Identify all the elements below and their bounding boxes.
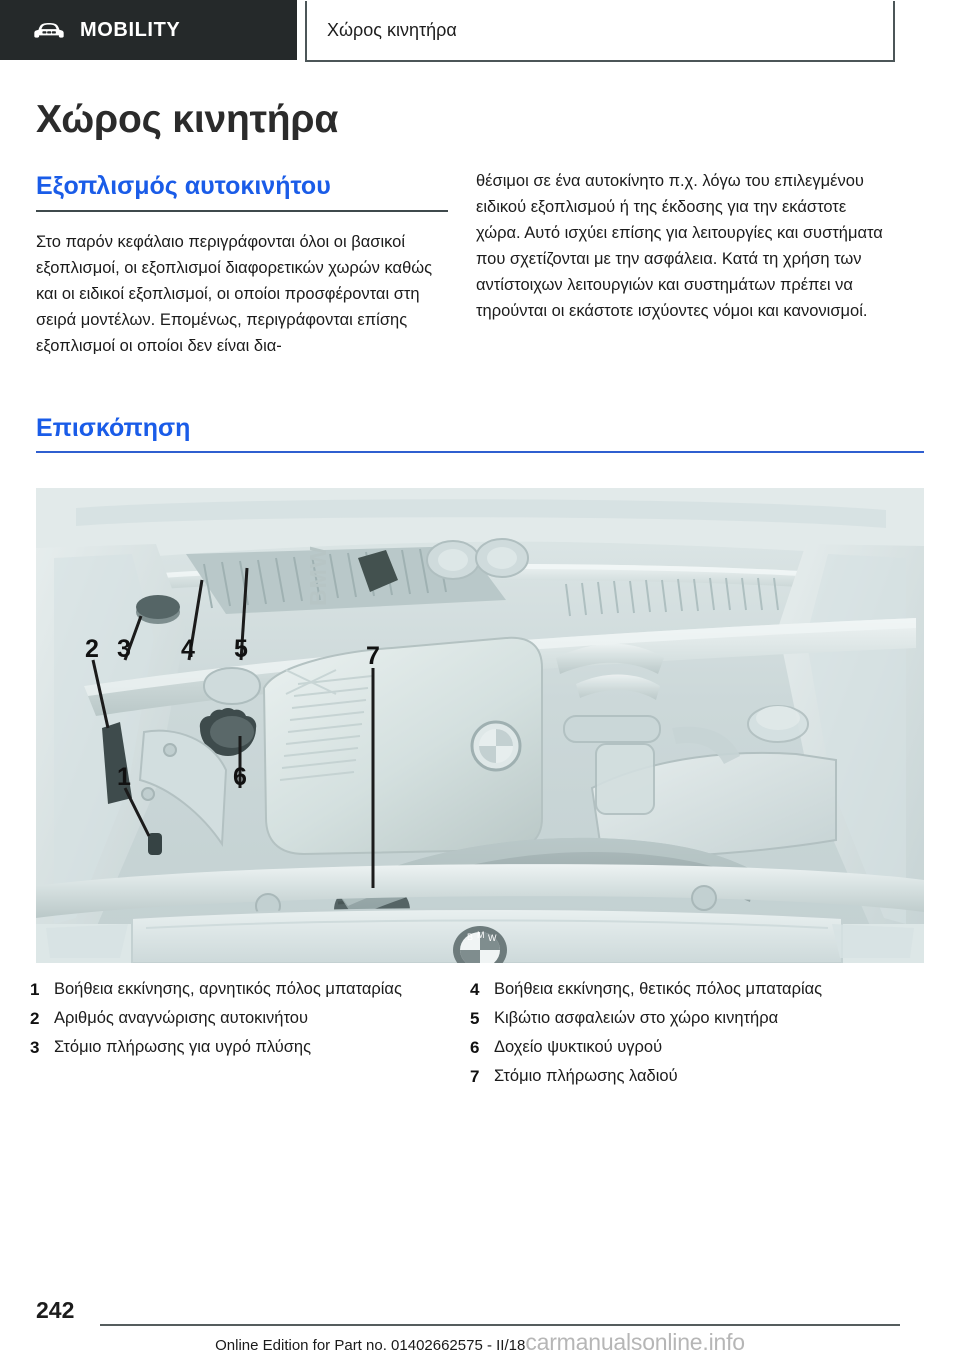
- svg-text:M: M: [477, 930, 485, 940]
- legend-number: 3: [30, 1038, 40, 1057]
- figure-callout-5: 5: [234, 635, 248, 663]
- figure-callout-1: 1: [117, 763, 131, 791]
- equipment-paragraph-left: Στο παρόν κεφάλαιο περιγράφονται όλοι οι βασικοί εξοπλισμοί, οι εξοπλισμοί διαφορετικών χωρών καθώς και οι ειδικοί εξοπλισμοί, οι οποίοι προσφέρονται στη σειρά μοντέλων. Επομένως, περιγράφονται επίσης εξοπλισμοί οι οποίοι δεν είναι δια-: [36, 232, 433, 355]
- legend-label: Στόμιο πλήρωσης για υγρό πλύσης: [54, 1038, 312, 1056]
- legend-label: Κιβώτιο ασφαλειών στο χώρο κινητήρα: [494, 1009, 779, 1027]
- legend-column-left: [30, 977, 470, 1064]
- legend-label: Βοήθεια εκκίνησης, θετικός πόλος μπαταρίας: [494, 980, 823, 998]
- legend-number: 4: [470, 980, 480, 999]
- brand-label: MOBILITY: [80, 18, 181, 41]
- list-item: [30, 1035, 470, 1060]
- section-tab[interactable]: [305, 1, 895, 62]
- list-item: [30, 977, 470, 1002]
- list-item: [470, 1006, 910, 1031]
- engine-bay-figure: [36, 488, 924, 963]
- legend-number: 2: [30, 1009, 40, 1028]
- svg-text:B: B: [467, 932, 474, 942]
- legend-number: 5: [470, 1009, 480, 1028]
- page-number: 242: [36, 1297, 75, 1323]
- svg-text:BMW: BMW: [305, 545, 331, 606]
- figure-callout-4: 4: [181, 635, 195, 663]
- heading-overview: Επισκόπηση: [36, 414, 924, 453]
- page-footer: [0, 1286, 960, 1362]
- text-column-right: [476, 172, 888, 324]
- figure-callout-3: 3: [117, 635, 131, 663]
- page-title: Χώρος κινητήρα: [36, 98, 339, 141]
- figure-callout-7: 7: [366, 642, 380, 670]
- figure-callout-6: 6: [233, 763, 247, 791]
- footer-divider: [100, 1324, 900, 1326]
- car-front-icon: [32, 19, 66, 41]
- legend-label: Αριθμός αναγνώρισης αυτοκινήτου: [54, 1009, 308, 1027]
- heading-equipment: Εξοπλισμός αυτοκινήτου: [36, 172, 448, 212]
- legend-label: Στόμιο πλήρωσης λαδιού: [494, 1067, 678, 1085]
- list-item: [470, 1035, 910, 1060]
- svg-text:W: W: [488, 933, 497, 943]
- list-item: [30, 1006, 470, 1031]
- list-item: [470, 977, 910, 1002]
- edition-text: Online Edition for Part no. 01402662575 - II/18: [215, 1337, 526, 1354]
- legend-number: 6: [470, 1038, 480, 1057]
- legend-number: 7: [470, 1067, 480, 1086]
- text-column-left: [36, 172, 448, 359]
- page-header: [0, 0, 960, 62]
- overview-heading-block: [36, 414, 924, 453]
- watermark: carmanualsonline.info: [525, 1329, 745, 1355]
- section-tab-label: Χώρος κινητήρα: [327, 20, 457, 40]
- brand-block: [0, 0, 297, 60]
- equipment-paragraph-right: θέσιμοι σε ένα αυτοκίνητο π.χ. λόγω του επιλεγμένου ειδικού εξοπλισμού ή της έκδοσης για την εκάστοτε χώρα. Αυτό ισχύει επίσης για λειτουργίες και συστήματα που σχετίζονται με την ασφάλεια. Κατά τη χρήση των αντίστοιχων λειτουργιών και συστημάτων πρέπει να τηρούνται οι εκάστοτε ισχύοντες νόμοι και κανονισμοί.: [476, 172, 883, 320]
- legend-number: 1: [30, 980, 40, 999]
- page-body: [0, 62, 960, 1086]
- legend-column-right: [470, 977, 910, 1093]
- figure-callout-2: 2: [85, 635, 99, 663]
- legend-label: Δοχείο ψυκτικού υγρού: [494, 1038, 663, 1056]
- legend-label: Βοήθεια εκκίνησης, αρνητικός πόλος μπαταρίας: [54, 980, 402, 998]
- footer-text-row: [0, 1329, 960, 1356]
- two-column-text: [0, 172, 960, 512]
- list-item: [470, 1064, 910, 1089]
